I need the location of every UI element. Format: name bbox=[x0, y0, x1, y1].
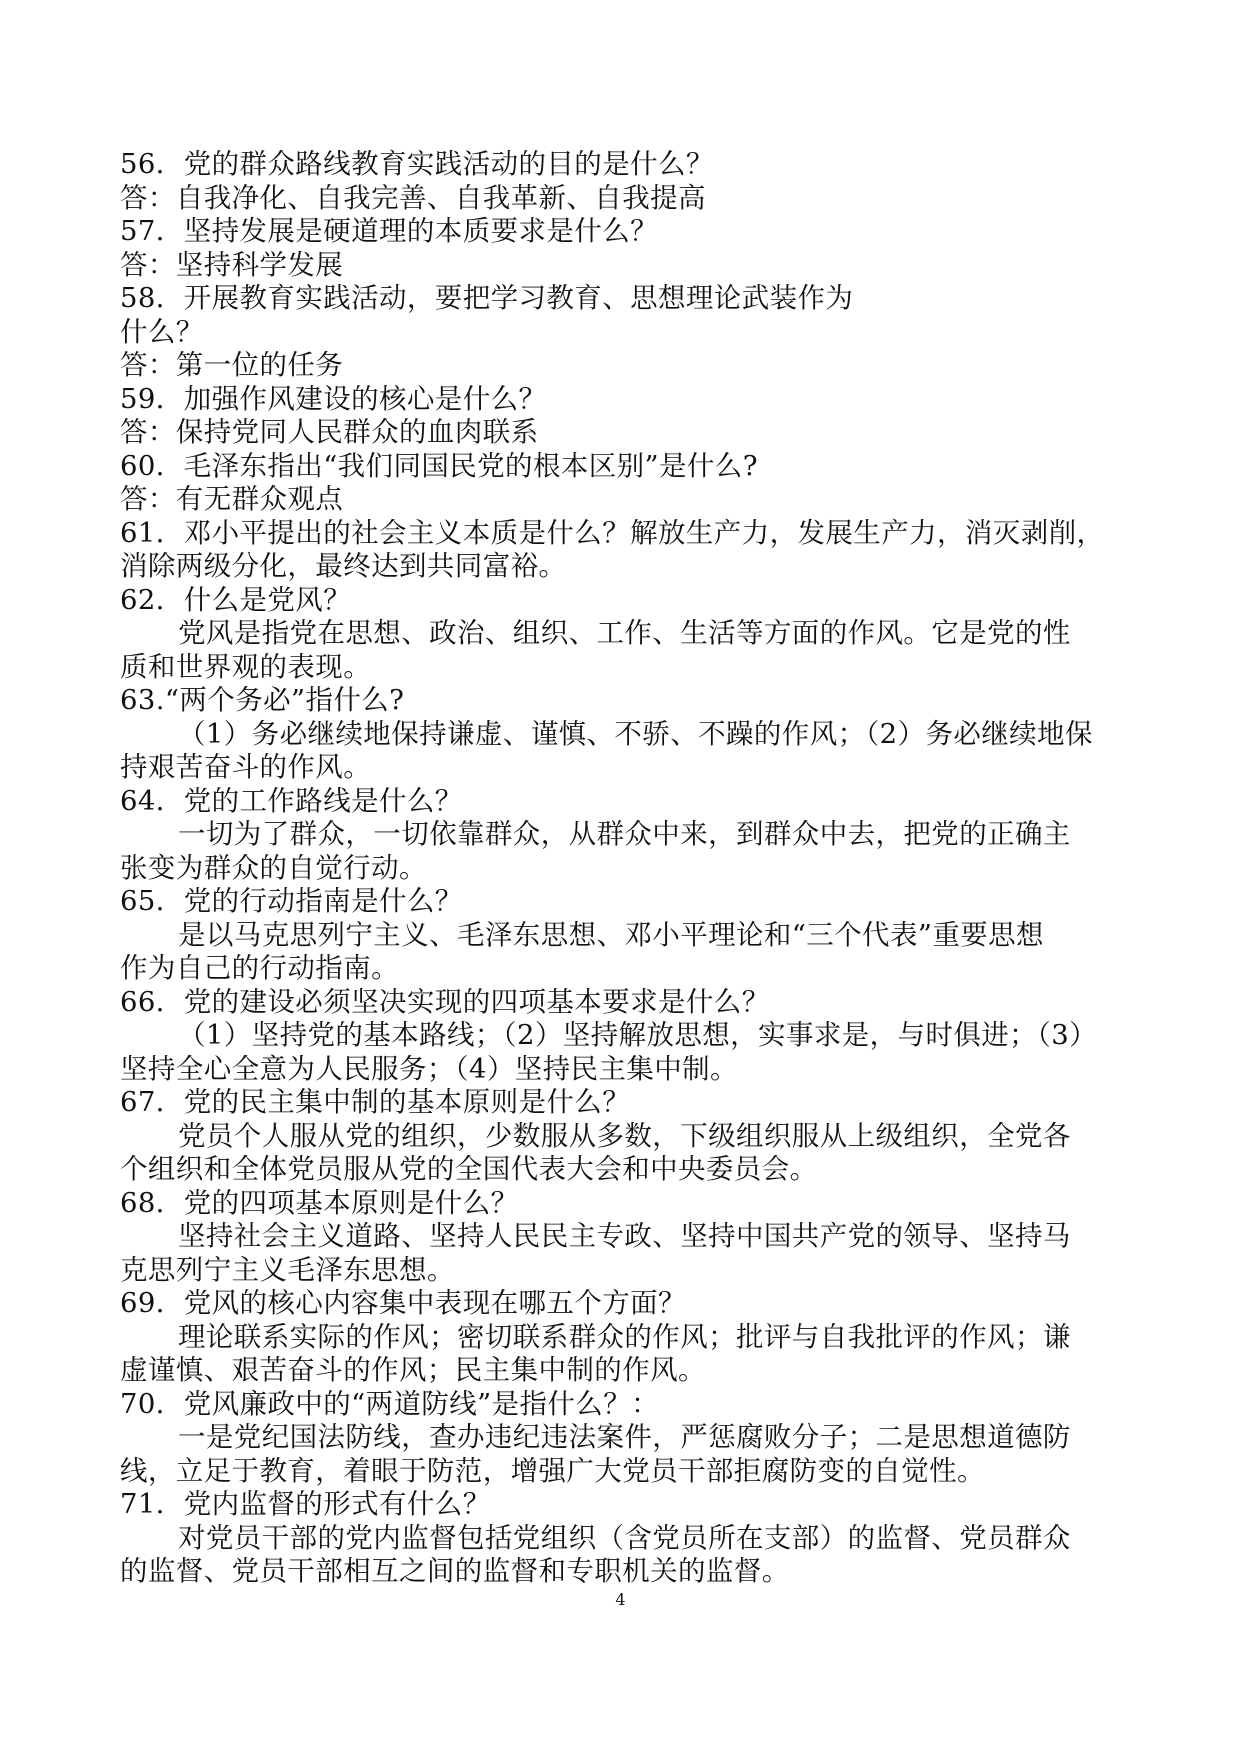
document-body bbox=[120, 148, 1130, 1589]
text-line: 什么？ bbox=[120, 315, 204, 348]
text-line: 57．坚持发展是硬道理的本质要求是什么？ bbox=[120, 215, 658, 247]
text-line: 62．什么是党风？ bbox=[120, 583, 352, 616]
text-line: （1）务必继续地保持谦虚、谨慎、不骄、不躁的作风；（2）务必继续地保 bbox=[178, 717, 1093, 750]
text-line: 答：保持党同人民群众的血肉联系 bbox=[120, 416, 539, 448]
text-line: 一切为了群众，一切依靠群众，从群众中来，到群众中去，把党的正确主 bbox=[178, 818, 1071, 850]
text-line: 持艰苦奋斗的作风。 bbox=[120, 751, 372, 783]
text-line: 71．党内监督的形式有什么？ bbox=[120, 1488, 491, 1520]
text-line: 理论联系实际的作风；密切联系群众的作风；批评与自我批评的作风；谦 bbox=[178, 1320, 1071, 1353]
text-line: 68．党的四项基本原则是什么？ bbox=[120, 1186, 519, 1219]
text-line: 坚持全心全意为人民服务；（4）坚持民主集中制。 bbox=[120, 1052, 738, 1085]
text-line: 64．党的工作路线是什么？ bbox=[120, 784, 463, 817]
text-line: 党风是指党在思想、政治、组织、工作、生活等方面的作风。它是党的性 bbox=[178, 617, 1071, 649]
text-line: 答：有无群众观点 bbox=[120, 483, 344, 515]
text-line: 60．毛泽东指出“我们同国民党的根本区别”是什么? bbox=[120, 449, 758, 482]
text-line: 消除两级分化，最终达到共同富裕。 bbox=[120, 550, 567, 582]
text-line: 66．党的建设必须坚决实现的四项基本要求是什么？ bbox=[120, 985, 770, 1018]
text-line: 59．加强作风建设的核心是什么？ bbox=[120, 382, 547, 415]
text-line: 61．邓小平提出的社会主义本质是什么？解放生产力，发展生产力，消灭剥削， bbox=[120, 516, 1105, 549]
text-line: 是以马克思列宁主义、毛泽东思想、邓小平理论和“三个代表”重要思想 bbox=[178, 918, 1044, 951]
text-line: 56．党的群众路线教育实践活动的目的是什么？ bbox=[120, 148, 714, 180]
text-line: 67．党的民主集中制的基本原则是什么？ bbox=[120, 1086, 631, 1118]
text-line: 70．党风廉政中的“两道防线”是指什么？： bbox=[120, 1387, 660, 1420]
text-line: 虚谨慎、艰苦奋斗的作风；民主集中制的作风。 bbox=[120, 1354, 706, 1386]
text-line: 作为自己的行动指南。 bbox=[120, 952, 399, 984]
text-line: 质和世界观的表现。 bbox=[120, 650, 372, 683]
text-line: 个组织和全体党员服从党的全国代表大会和中央委员会。 bbox=[120, 1153, 818, 1185]
text-line: （1）坚持党的基本路线；（2）坚持解放思想，实事求是，与时俱进；（3） bbox=[178, 1019, 1097, 1051]
text-line: 69．党风的核心内容集中表现在哪五个方面？ bbox=[120, 1287, 686, 1319]
text-line: 克思列宁主义毛泽东思想。 bbox=[120, 1253, 455, 1286]
text-line: 58．开展教育实践活动，要把学习教育、思想理论武装作为 bbox=[120, 282, 854, 314]
text-line: 答：第一位的任务 bbox=[120, 349, 344, 381]
text-line: 的监督、党员干部相互之间的监督和专职机关的监督。 bbox=[120, 1555, 790, 1587]
text-line: 答：坚持科学发展 bbox=[120, 248, 344, 281]
text-line: 一是党纪国法防线，查办违纪违法案件，严惩腐败分子；二是思想道德防 bbox=[178, 1421, 1071, 1453]
page-number: 4 bbox=[615, 1590, 626, 1609]
text-line: 党员个人服从党的组织，少数服从多数，下级组织服从上级组织，全党各 bbox=[178, 1119, 1071, 1152]
text-line: 线，立足于教育，着眼于防范，增强广大党员干部拒腐防变的自觉性。 bbox=[120, 1454, 985, 1487]
text-line: 63.“两个务必”指什么? bbox=[120, 684, 405, 716]
text-line: 坚持社会主义道路、坚持人民民主专政、坚持中国共产党的领导、坚持马 bbox=[178, 1220, 1071, 1252]
text-line: 张变为群众的自觉行动。 bbox=[120, 851, 427, 884]
text-line: 65．党的行动指南是什么？ bbox=[120, 885, 463, 917]
text-line: 对党员干部的党内监督包括党组织（含党员所在支部）的监督、党员群众 bbox=[178, 1521, 1071, 1554]
text-line: 答：自我净化、自我完善、自我革新、自我提高 bbox=[120, 181, 706, 214]
